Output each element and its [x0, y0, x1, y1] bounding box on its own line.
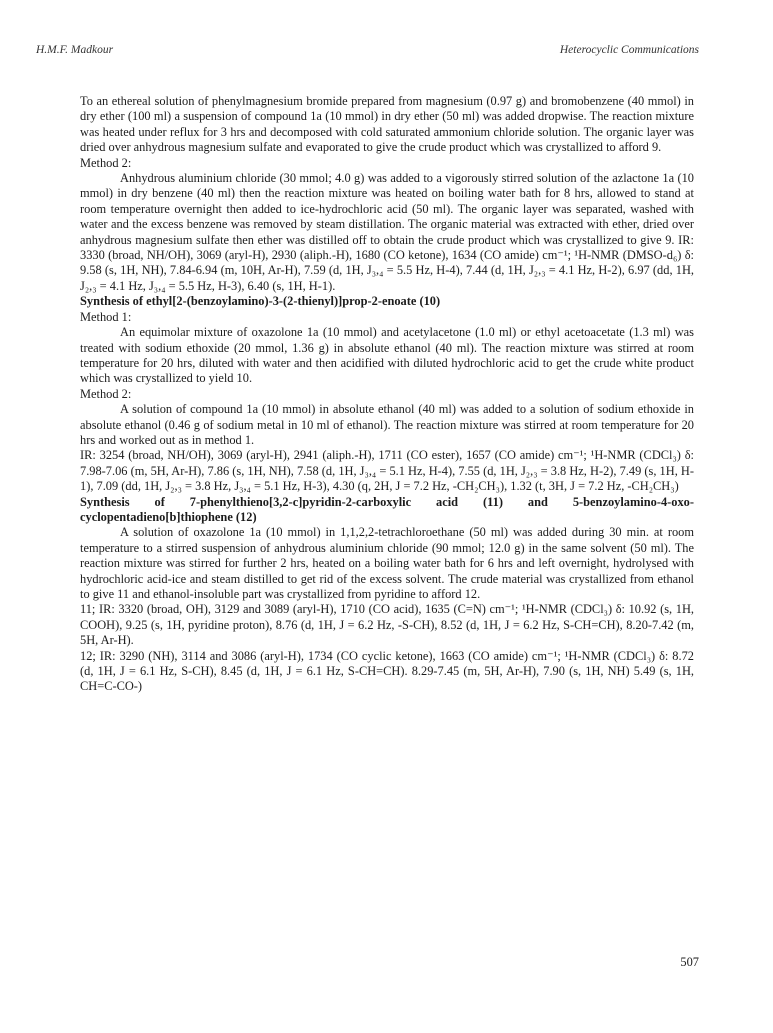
- paragraph-method2-9: Anhydrous aluminium chloride (30 mmol; 4.0 g) was added to a vigorously stirred solution of the azlactone 1a (10 mmol) in dry benzene (40 ml) then the reaction mixture was heated on boiling water bath for 8 hrs, allowed to stand at room temperature overnight then added to ice-hydrochloric acid (50 ml). The organic layer was separated, washed with water and the excess benzene was removed by steam distillation. The organic material was extracted with ether, dried over anhydrous magnesium sulfate then ether was distilled off to obtain the crude product which was crystallized to give 9. IR: 3330 (broad, NH/OH), 3069 (aryl-H), 2930 (aliph.-H), 1680 (CO ketone), 1634 (CO amide) cm⁻¹; ¹H-NMR (DMSO-d₆) δ: 9.58 (s, 1H, NH), 7.84-6.94 (m, 10H, Ar-H), 7.59 (d, 1H, J₃,₄ = 5.5 Hz, H-4), 7.44 (d, 1H, J₂,₃ = 4.1 Hz, H-2), 6.97 (dd, 1H, J₂,₃ = 4.1 Hz, J₃,₄ = 5.5 Hz, H-3), 6.40 (s, 1H, H-1).: [80, 171, 694, 293]
- paragraph-method1-10: An equimolar mixture of oxazolone 1a (10 mmol) and acetylacetone (1.0 ml) or ethyl acetoacetate (1.3 ml) was treated with sodium ethoxide (20 mmol, 1.36 g) in absolute ethanol (40 ml). The reaction mixture was stirred at room temperature for 20 hrs, diluted with water and then acidified with diluted hydrochloric acid to get the crude white product which was crystallized to yield 10.: [80, 325, 694, 386]
- paragraph-synthesis-11-12: A solution of oxazolone 1a (10 mmol) in 1,1,2,2-tetrachloroethane (50 ml) was added during 30 min. at room temperature to a stirred suspension of anhydrous aluminium chloride (90 mmol; 12.0 g) in the same solvent (50 ml). The reaction mixture was stirred for further 2 hrs, heated on a boiling water bath for 6 hrs and left overnight, hydrolysed with hydrochloric acid-ice and steam distilled to get rid of the excess solvent. The crude material was crystallized from ethanol to give 11 and ethanol-insoluble part was crystallized from pyridine to afford 12.: [80, 525, 694, 601]
- page-body: [80, 94, 694, 695]
- section-heading-10: Synthesis of ethyl[2-(benzoylamino)-3-(2-thienyl)]prop-2-enoate (10): [80, 294, 441, 309]
- header-author: H.M.F. Madkour: [36, 44, 114, 56]
- method-label: Method 2:: [80, 155, 132, 170]
- paragraph-grignard: To an ethereal solution of phenylmagnesium bromide prepared from magnesium (0.97 g) and bromobenzene (40 mmol) in dry ether (100 ml) a suspension of compound 1a (10 mmol) in dry ether (50 ml) was added dropwise. The reaction mixture was heated under reflux for 3 hrs and decomposed with cold saturated ammonium chloride solution. The organic layer was dried over anhydrous magnesium sulfate and evaporated to give the crude product which was crystallized to afford 9.: [80, 94, 694, 155]
- method-label: Method 1:: [80, 309, 132, 324]
- paragraph-method2-10: A solution of compound 1a (10 mmol) in absolute ethanol (40 ml) was added to a solution of sodium ethoxide in absolute ethanol (0.46 g of sodium metal in 10 ml of ethanol). The reaction mixture was stirred at room temperature for 20 hrs and worked out as in method 1.: [80, 402, 694, 447]
- running-header: [36, 44, 699, 62]
- spectral-data-10: IR: 3254 (broad, NH/OH), 3069 (aryl-H), 2941 (aliph.-H), 1711 (CO ester), 1657 (CO amide) cm⁻¹; ¹H-NMR (CDCl₃) δ: 7.98-7.06 (m, 5H, Ar-H), 7.86 (s, 1H, NH), 7.58 (d, 1H, J₃,₄ = 5.1 Hz, H-4), 7.55 (d, 1H, J₂,₃ = 3.8 Hz, H-2), 7.49 (s, 1H, H-1), 7.09 (dd, 1H, J₂,₃ = 3.8 Hz, J₃,₄ = 5.1 Hz, H-3), 4.30 (q, 2H, J = 7.2 Hz, -CH₂CH₃), 1.32 (t, 3H, J = 7.2 Hz, -CH₂CH₃): [80, 448, 694, 494]
- section-heading-11-12: Synthesis of 7-phenylthieno[3,2-c]pyridin-2-carboxylic acid (11) and 5-benzoylamino-4-oxo-cyclopentadieno[b]thiophene (12): [80, 494, 694, 524]
- header-journal: Heterocyclic Communications: [559, 44, 699, 56]
- page-number: 507: [680, 955, 699, 969]
- method-label: Method 2:: [80, 386, 132, 401]
- spectral-data-11: 11; IR: 3320 (broad, OH), 3129 and 3089 (aryl-H), 1710 (CO acid), 1635 (C=N) cm⁻¹; ¹H-NMR (CDCl₃) δ: 10.92 (s, 1H, COOH), 9.25 (s, 1H, pyridine proton), 8.76 (d, 1H, J = 6.2 Hz, -S-CH), 8.52 (d, 1H, J = 6.2 Hz, S-CH=CH), 8.20-7.42 (m, 5H, Ar-H).: [80, 602, 694, 648]
- spectral-data-12: 12; IR: 3290 (NH), 3114 and 3086 (aryl-H), 1734 (CO cyclic ketone), 1663 (CO amide) cm⁻¹; ¹H-NMR (CDCl₃) δ: 8.72 (d, 1H, J = 6.1 Hz, S-CH), 8.45 (d, 1H, J = 6.1 Hz, S-CH=CH). 8.29-7.45 (m, 5H, Ar-H), 7.90 (s, 1H, NH) 5.49 (s, 1H, CH=C-CO-): [80, 648, 694, 694]
